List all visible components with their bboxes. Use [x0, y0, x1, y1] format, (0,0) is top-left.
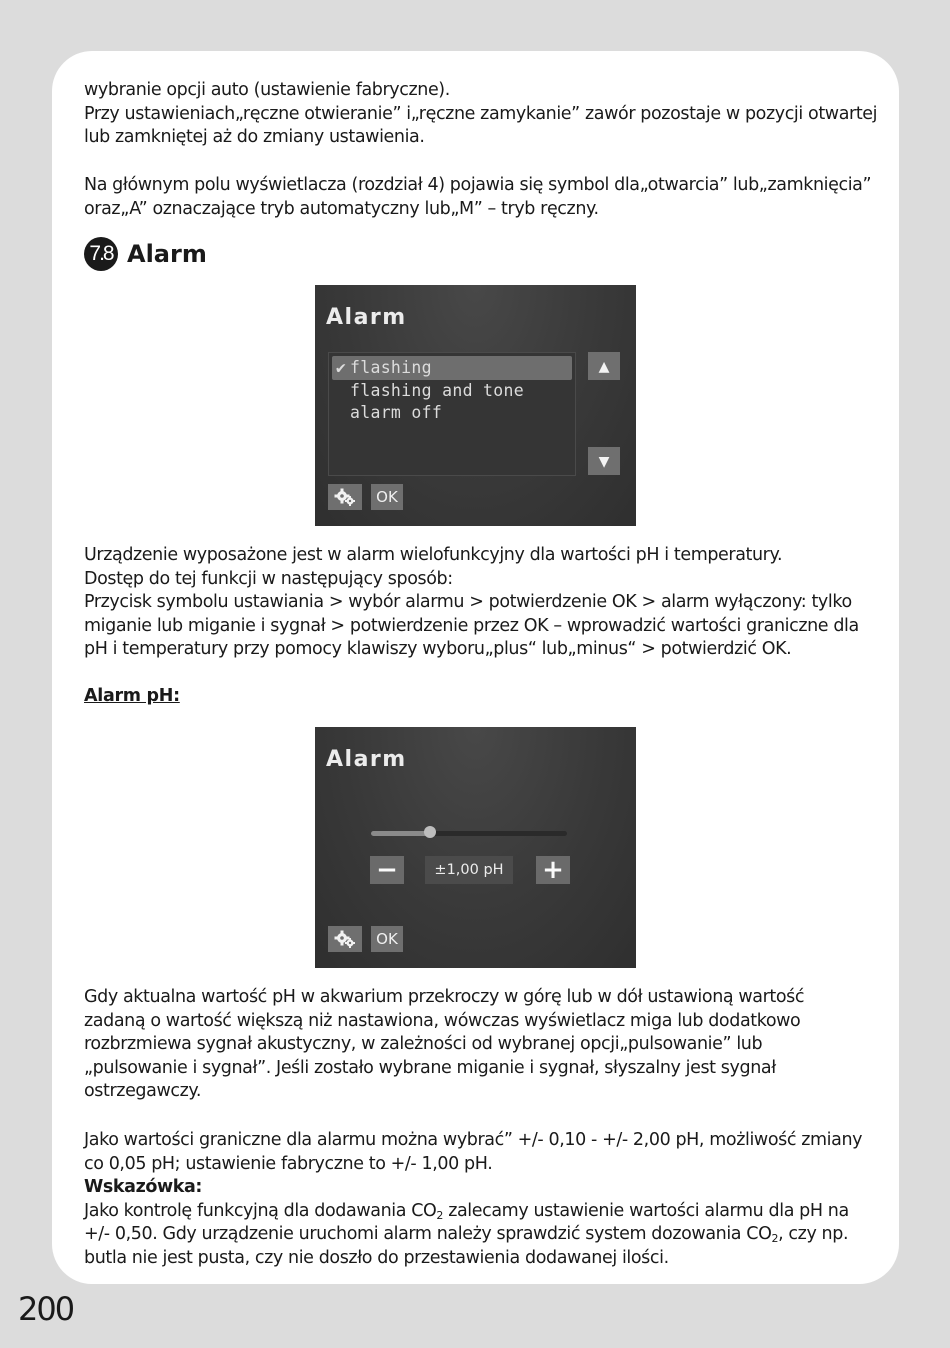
alarm-options-list — [328, 352, 576, 476]
alarm-ph-subheading: Alarm pH: — [84, 686, 180, 706]
limit-values-paragraph — [84, 1129, 874, 1270]
text-line: butla nie jest pusta, czy nie doszło do przestawienia dodawanej ilości. — [84, 1247, 669, 1268]
settings-button[interactable] — [328, 484, 362, 510]
text-line: oraz„A” oznaczające tryb automatyczny lub„M” – tryb ręczny. — [84, 198, 599, 219]
text-line: Dostęp do tej funkcji w następujący sposób: — [84, 568, 453, 589]
alarm-value-display: ±1,00 pH — [425, 856, 513, 884]
scroll-down-button[interactable] — [588, 447, 620, 475]
subscript: 2 — [771, 1232, 779, 1245]
display-symbol-paragraph — [84, 174, 874, 221]
screen-title: Alarm — [326, 305, 407, 330]
text-line: Przycisk symbolu ustawiania > wybór alarmu > potwierdzenie OK > alarm wyłączony: tylko — [84, 592, 852, 612]
ok-button[interactable]: OK — [371, 484, 403, 510]
plus-button[interactable] — [536, 856, 570, 884]
page-number: 200 — [18, 1290, 74, 1328]
text-line: Na głównym polu wyświetlacza (rozdział 4) pojawia się symbol dla„otwarcia” lub„zamknięcia” — [84, 175, 872, 195]
text-line: wybranie opcji auto (ustawienie fabryczne). — [84, 80, 450, 100]
text-fragment: , czy np. — [778, 1224, 849, 1244]
alarm-description-paragraph — [84, 544, 874, 662]
option-label: alarm off — [350, 403, 443, 422]
plus-icon: + — [542, 855, 564, 885]
alarm-value-slider[interactable] — [371, 831, 567, 836]
text-line: miganie lub miganie i sygnał > potwierdzenie przez OK – wprowadzić wartości graniczne dla — [84, 615, 859, 636]
subscript: 2 — [436, 1208, 444, 1222]
text-line: „pulsowanie i sygnał”. Jeśli zostało wybrane miganie i sygnał, słyszalny jest sygnał — [84, 1057, 776, 1078]
option-alarm-off[interactable] — [332, 401, 442, 425]
minus-button[interactable] — [370, 856, 404, 884]
slider-fill — [371, 831, 430, 836]
text-line: Jako wartości graniczne dla alarmu można wybrać” +/- 0,10 - +/- 2,00 pH, możliwość zmiany — [84, 1130, 863, 1150]
section-heading — [84, 237, 207, 271]
text-line: pH i temperatury przy pomocy klawiszy wyboru„plus“ lub„minus“ > potwierdzić OK. — [84, 639, 792, 659]
hint-label — [84, 1176, 874, 1200]
alarm-mode-screen — [315, 285, 636, 526]
text-line: Urządzenie wyposażone jest w alarm wielofunkcyjny dla wartości pH i temperatury. — [84, 545, 783, 565]
option-label: flashing — [350, 358, 432, 377]
option-label: flashing and tone — [350, 381, 524, 400]
alarm-ph-screen — [315, 727, 636, 968]
text-fragment: Jako kontrolę funkcyjną dla dodawania CO — [84, 1200, 437, 1221]
text-line: zadaną o wartość większą niż nastawiona, wówczas wyświetlacz miga lub dodatkowo — [84, 1010, 801, 1031]
gear-icon — [334, 487, 356, 507]
option-flashing[interactable] — [332, 356, 572, 380]
text-line: ostrzegawczy. — [84, 1081, 202, 1101]
text-line: lub zamkniętej aż do zmiany ustawienia. — [84, 127, 425, 147]
settings-button[interactable] — [328, 926, 362, 952]
minus-icon: − — [376, 855, 398, 885]
intro-paragraph — [84, 79, 878, 150]
ok-button[interactable]: OK — [371, 926, 403, 952]
scroll-up-button[interactable] — [588, 352, 620, 380]
section-title: Alarm — [127, 240, 207, 268]
text-line: co 0,05 pH; ustawienie fabryczne to +/- 1,00 pH. — [84, 1153, 493, 1174]
slider-handle[interactable] — [424, 826, 436, 838]
screen-title: Alarm — [326, 747, 407, 772]
text-line — [84, 1223, 874, 1247]
hint-label-text: Wskazówka: — [84, 1177, 202, 1197]
text-line: Gdy aktualna wartość pH w akwarium przekroczy w górę lub w dół ustawioną wartość — [84, 987, 805, 1007]
text-line — [84, 1200, 874, 1224]
arrow-up-icon: ▲ — [598, 355, 610, 377]
arrow-down-icon: ▼ — [598, 450, 610, 472]
check-icon: ✔ — [335, 358, 347, 377]
gear-icon — [334, 929, 356, 949]
section-number-badge: 7.8 — [84, 237, 118, 271]
text-line: rozbrzmiewa sygnał akustyczny, w zależności od wybranej opcji„pulsowanie” lub — [84, 1034, 763, 1054]
text-fragment: zalecamy ustawienie wartości alarmu dla pH na — [443, 1200, 849, 1221]
text-line: Przy ustawieniach„ręczne otwieranie” i„ręczne zamykanie” zawór pozostaje w pozycji otwartej — [84, 103, 878, 124]
text-fragment: +/- 0,50. Gdy urządzenie uruchomi alarm należy sprawdzić system dozowania CO — [84, 1224, 772, 1244]
option-flashing-and-tone[interactable] — [332, 379, 524, 403]
alarm-behavior-paragraph — [84, 986, 874, 1104]
